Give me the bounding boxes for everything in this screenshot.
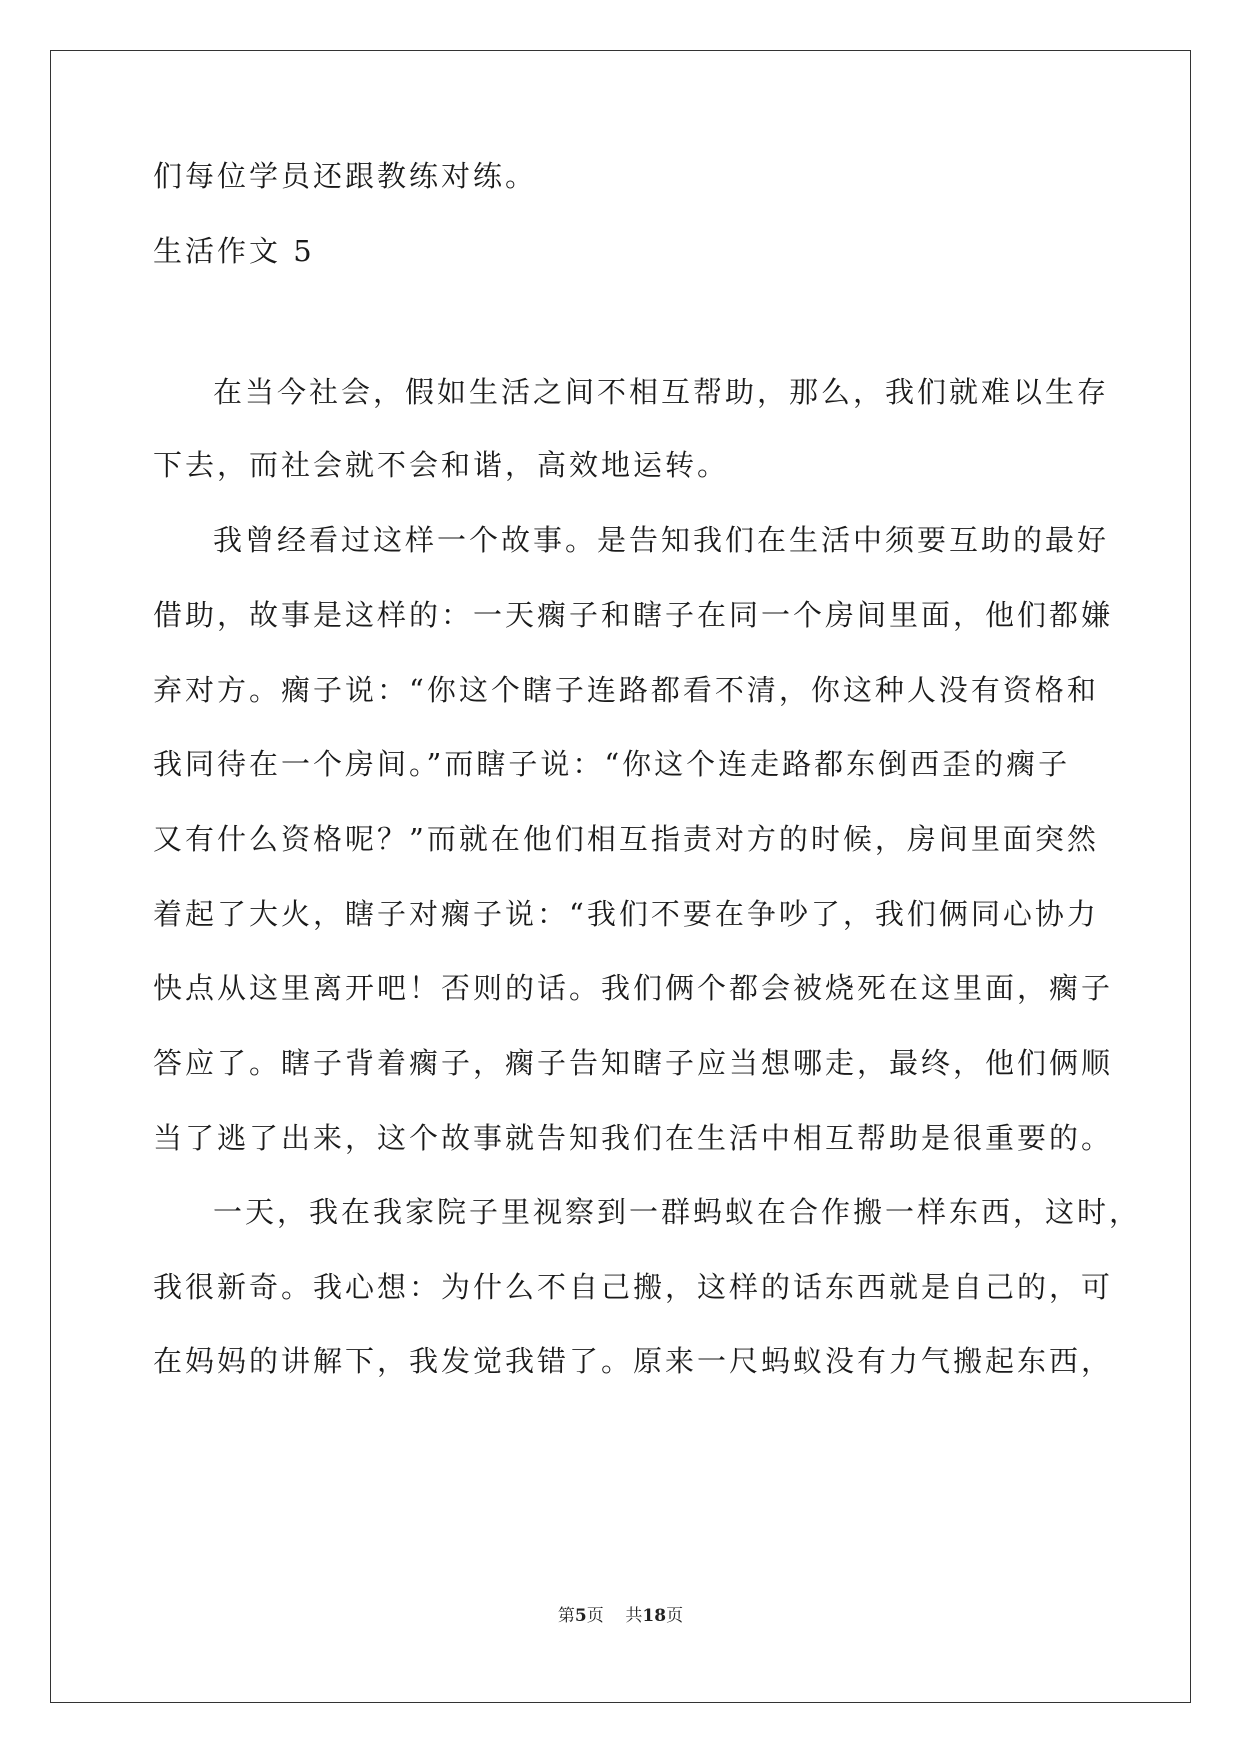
text-line: 快点从这里离开吧！否则的话。我们俩个都会被烧死在这里面，瘸子 — [153, 971, 1114, 1005]
footer-prefix: 第 — [557, 1606, 575, 1626]
text-line: 在当今社会，假如生活之间不相互帮助，那么，我们就难以生存 — [213, 375, 1110, 409]
text-line: 一天，我在我家院子里视察到一群蚂蚁在合作搬一样东西，这时， — [213, 1195, 1142, 1229]
text-line: 借助，故事是这样的：一天瘸子和瞎子在同一个房间里面，他们都嫌 — [153, 598, 1114, 632]
text-line: 着起了大火，瞎子对瘸子说：“我们不要在争吵了，我们俩同心协力 — [153, 897, 1099, 931]
text-line: 我同待在一个房间。”而瞎子说：“你这个连走路都东倒西歪的瘸子 — [153, 747, 1071, 781]
text-line: 们每位学员还跟教练对练。 — [153, 159, 538, 193]
footer-suffix: 页 — [666, 1606, 684, 1626]
text-line: 答应了。瞎子背着瘸子，瘸子告知瞎子应当想哪走，最终，他们俩顺 — [153, 1046, 1114, 1080]
text-line: 又有什么资格呢？”而就在他们相互指责对方的时候，房间里面突然 — [153, 822, 1099, 856]
text-line: 我很新奇。我心想：为什么不自己搬，这样的话东西就是自己的，可 — [153, 1270, 1114, 1304]
text-line: 我曾经看过这样一个故事。是告知我们在生活中须要互助的最好 — [213, 523, 1110, 557]
text-line: 弃对方。瘸子说：“你这个瞎子连路都看不清，你这种人没有资格和 — [153, 673, 1099, 707]
text-line: 当了逃了出来，这个故事就告知我们在生活中相互帮助是很重要的。 — [153, 1121, 1114, 1155]
current-page-number: 5 — [574, 1606, 587, 1626]
footer-middle: 页 共 — [586, 1606, 643, 1626]
section-heading: 生活作文 5 — [153, 234, 315, 268]
page-number-footer — [0, 1605, 1241, 1627]
text-line: 下去，而社会就不会和谐，高效地运转。 — [153, 448, 730, 482]
page-border — [50, 50, 1191, 1703]
total-page-number: 18 — [642, 1606, 667, 1626]
text-line: 在妈妈的讲解下，我发觉我错了。原来一尺蚂蚁没有力气搬起东西， — [153, 1344, 1114, 1378]
